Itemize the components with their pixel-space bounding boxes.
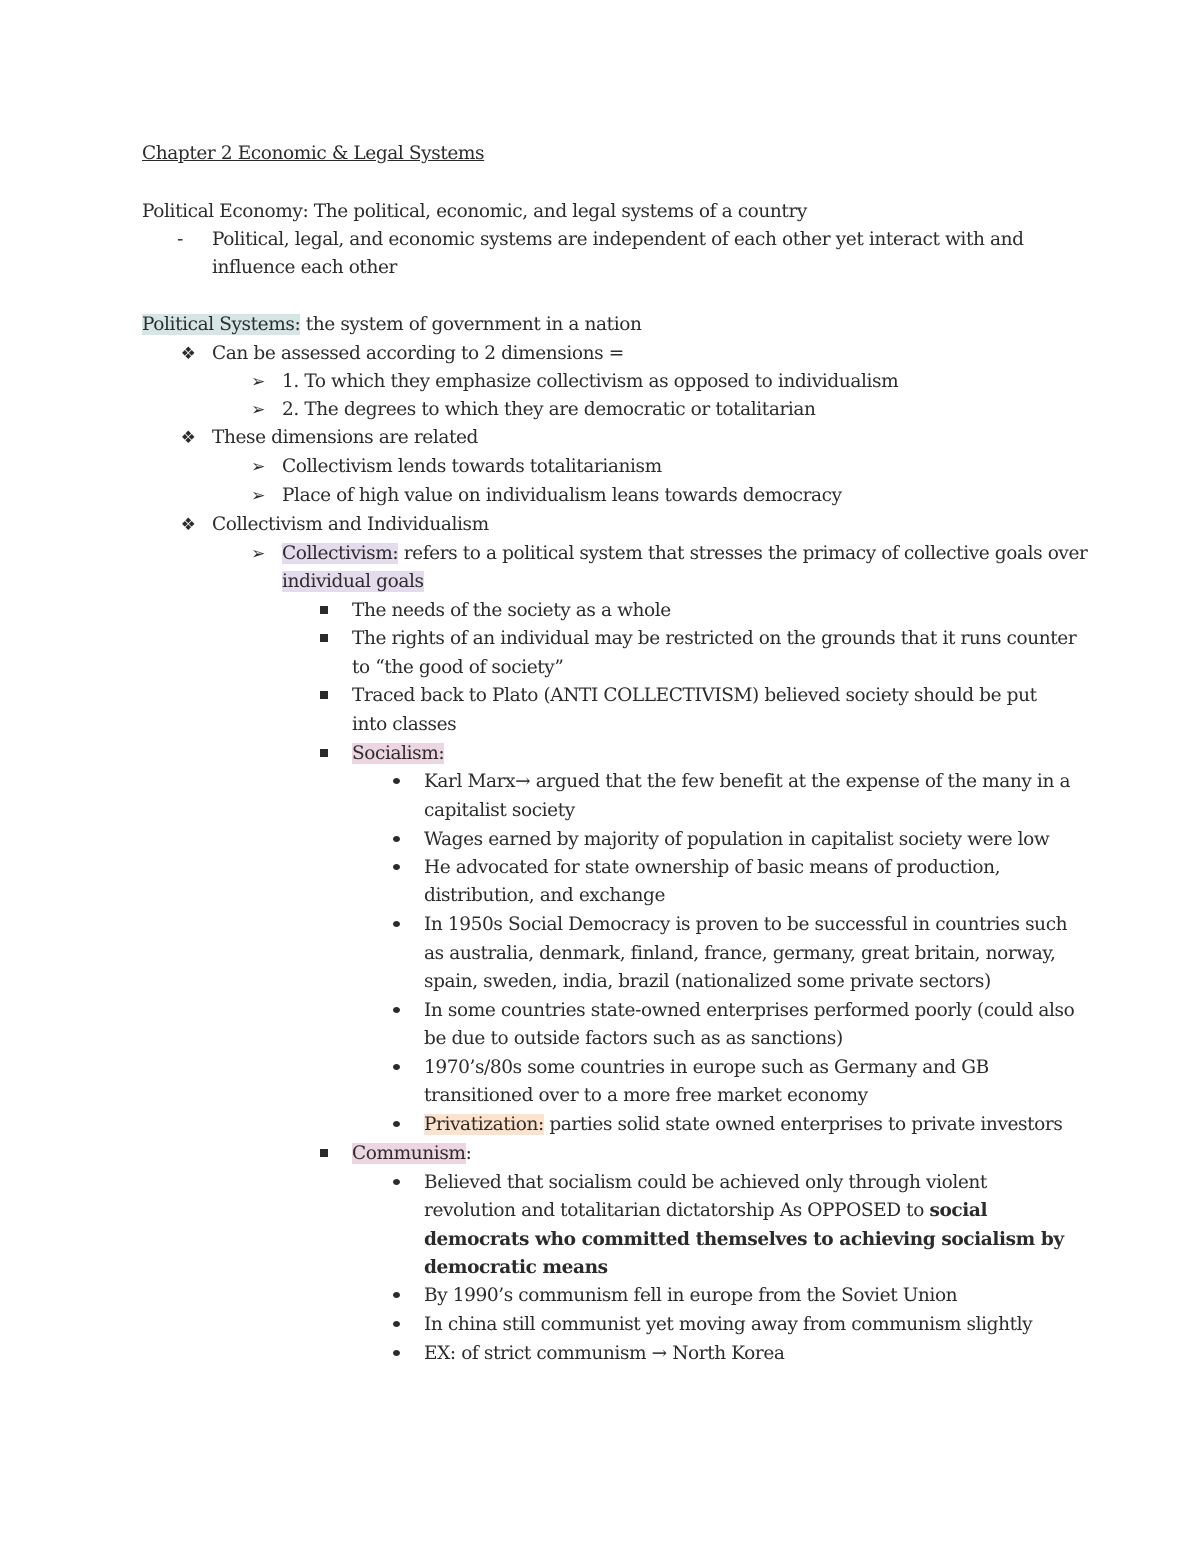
list-item: 2. The degrees to which they are democratic or totalitarian: [282, 399, 816, 420]
list-item: Wages earned by majority of population in capitalist society were low: [424, 829, 1050, 850]
communism-text: revolution and totalitarian dictatorship As OPPOSED to: [424, 1200, 930, 1221]
dot-bullet: [390, 1340, 402, 1368]
dash-bullet: -: [177, 229, 183, 250]
list-item: 1970’s/80s some countries in europe such as Germany and GB: [424, 1057, 989, 1078]
diamond-bullet: ❖: [180, 515, 196, 535]
doc-title: Chapter 2 Economic & Legal Systems: [142, 143, 485, 164]
list-item: In some countries state-owned enterprises performed poorly (could also: [424, 1000, 1075, 1021]
list-item-cont-bold: democrats who committed themselves to achieving socialism by: [424, 1229, 1064, 1250]
arrow-bullet: ➢: [251, 372, 265, 392]
political-systems-def: the system of government in a nation: [300, 314, 642, 335]
communism-line: [352, 1140, 471, 1168]
list-item: The needs of the society as a whole: [352, 600, 671, 621]
square-bullet: [318, 1140, 330, 1168]
dot-bullet: [390, 1111, 402, 1139]
dot-bullet: [390, 1054, 402, 1082]
communism-colon: :: [465, 1143, 472, 1164]
arrow-bullet: ➢: [251, 457, 265, 477]
list-item-cont: be due to outside factors such as as sanctions): [424, 1028, 843, 1049]
dot-bullet: [390, 854, 402, 882]
list-item: Place of high value on individualism leans towards democracy: [282, 485, 842, 506]
list-item-cont: capitalist society: [424, 800, 575, 821]
square-bullet: [318, 740, 330, 768]
list-item-cont: [424, 1197, 987, 1225]
list-item: Believed that socialism could be achieved only through violent: [424, 1172, 987, 1193]
diamond-bullet: ❖: [180, 428, 196, 448]
arrow-bullet: ➢: [251, 544, 265, 564]
socialism-label: Socialism:: [352, 743, 445, 764]
intro-dash-line-2: influence each other: [212, 257, 397, 278]
dot-bullet: [390, 1311, 402, 1339]
list-item: 1. To which they emphasize collectivism as opposed to individualism: [282, 371, 899, 392]
communism-label: Communism: [352, 1143, 466, 1164]
square-bullet: [318, 625, 330, 653]
list-item-cont: transitioned over to a more free market economy: [424, 1085, 868, 1106]
square-bullet: [318, 597, 330, 625]
dot-bullet: [390, 826, 402, 854]
list-item-cont: spain, sweden, india, brazil (nationalized some private sectors): [424, 971, 991, 992]
list-item: The rights of an individual may be restricted on the grounds that it runs counter: [352, 628, 1077, 649]
list-item-cont: distribution, and exchange: [424, 885, 666, 906]
dot-bullet: [390, 1169, 402, 1197]
list-item: EX: of strict communism → North Korea: [424, 1343, 785, 1364]
list-item-cont-bold: democratic means: [424, 1257, 608, 1278]
intro-line: Political Economy: The political, economic, and legal systems of a country: [142, 201, 807, 222]
arrow-bullet: ➢: [251, 486, 265, 506]
square-bullet: [318, 682, 330, 710]
dot-bullet: [390, 997, 402, 1025]
list-item: Collectivism and Individualism: [212, 514, 489, 535]
communism-bold-text: social: [929, 1200, 988, 1221]
political-systems-line: [142, 311, 641, 339]
intro-dash-line-1: Political, legal, and economic systems are independent of each other yet interact with and: [212, 229, 1024, 250]
privatization-label: Privatization:: [424, 1114, 544, 1135]
collectivism-def-2: individual goals: [282, 571, 424, 592]
list-item: In 1950s Social Democracy is proven to be successful in countries such: [424, 914, 1068, 935]
list-item: By 1990’s communism fell in europe from the Soviet Union: [424, 1285, 958, 1306]
list-item-cont: as australia, denmark, finland, france, germany, great britain, norway,: [424, 943, 1056, 964]
political-systems-label: Political Systems:: [142, 314, 301, 335]
socialism-line: [352, 740, 444, 768]
privatization-def: parties solid state owned enterprises to private investors: [543, 1114, 1063, 1135]
collectivism-def-cont: [282, 568, 424, 596]
list-item: Traced back to Plato (ANTI COLLECTIVISM) believed society should be put: [352, 685, 1037, 706]
collectivism-label: Collectivism:: [282, 543, 399, 564]
list-item-cont: to “the good of society”: [352, 657, 564, 678]
list-item: Collectivism lends towards totalitarianism: [282, 456, 662, 477]
collectivism-def: refers to a political system that stresses the primacy of collective goals over: [398, 543, 1088, 564]
privatization-line: [424, 1111, 1062, 1139]
dot-bullet: [390, 1282, 402, 1310]
list-item: Karl Marx→ argued that the few benefit at the expense of the many in a: [424, 771, 1071, 792]
list-item: He advocated for state ownership of basic means of production,: [424, 857, 1001, 878]
collectivism-line: [282, 540, 1087, 568]
diamond-bullet: ❖: [180, 344, 196, 364]
dot-bullet: [390, 911, 402, 939]
dot-bullet: [390, 768, 402, 796]
list-item: In china still communist yet moving away from communism slightly: [424, 1314, 1033, 1335]
list-item: These dimensions are related: [212, 427, 478, 448]
arrow-bullet: ➢: [251, 400, 265, 420]
list-item-cont: into classes: [352, 714, 457, 735]
list-item: Can be assessed according to 2 dimensions =: [212, 343, 624, 364]
